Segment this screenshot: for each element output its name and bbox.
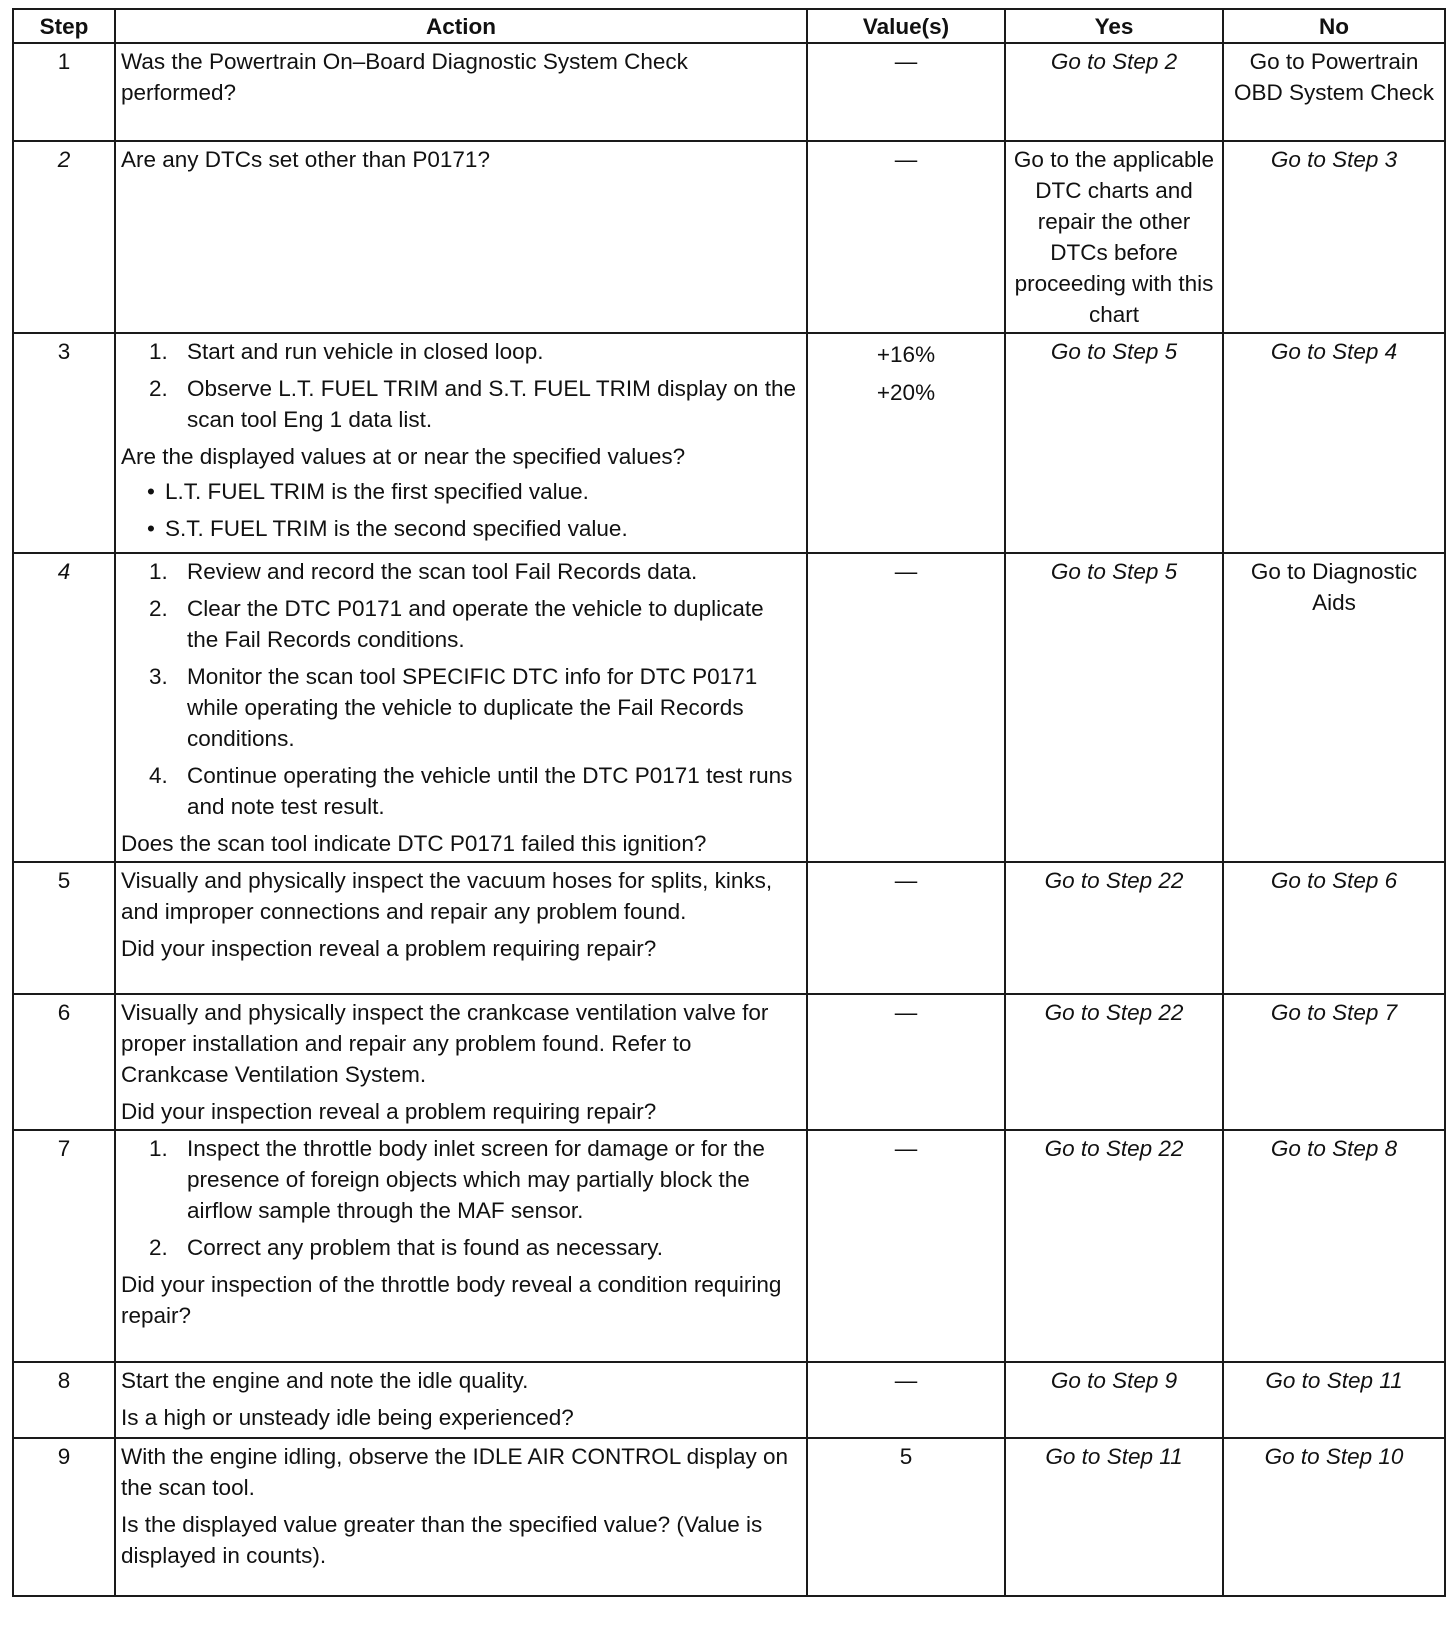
yes-goto: Go to Step 9 [1050,1368,1178,1393]
no-goto: Go to Step 8 [1270,1136,1398,1161]
action-question: Is a high or unsteady idle being experienced? [121,1405,574,1430]
action-question: Does the scan tool indicate DTC P0171 failed this ignition? [121,831,707,856]
no-goto: Go to Step 11 [1265,1368,1403,1393]
value-cell: — [807,1362,1005,1438]
yes-goto: Go to Step 22 [1044,1000,1184,1025]
action-bullet-list [121,476,801,544]
diagnostic-table-page [12,8,1444,1597]
list-item: • L.T. FUEL TRIM is the first specified value. [121,476,801,507]
value-cell: 5 [807,1438,1005,1596]
yes-goto: Go to Step 5 [1050,559,1178,584]
list-item: 2. Observe L.T. FUEL TRIM and S.T. FUEL TRIM display on the scan tool Eng 1 data list. [149,376,796,432]
header-action: Action [115,9,807,43]
list-item: 2. Clear the DTC P0171 and operate the vehicle to duplicate the Fail Records conditions. [149,596,764,652]
step-number: 5 [13,862,115,994]
action-step-text: Start and run vehicle in closed loop. [187,339,544,364]
table-row [13,1438,1445,1596]
yes-goto: Go to Step 11 [1045,1444,1183,1469]
action-cell [115,43,807,141]
action-step-text: Clear the DTC P0171 and operate the vehicle to duplicate the Fail Records conditions. [187,596,764,652]
no-cell [1223,862,1445,994]
list-item: 4. Continue operating the vehicle until the DTC P0171 test runs and note test result. [149,763,793,819]
value-cell: — [807,994,1005,1130]
value-item: +20% [876,380,936,405]
step-number: 1 [13,43,115,141]
action-step-text: Continue operating the vehicle until the DTC P0171 test runs and note test result. [187,763,793,819]
action-step-text: Monitor the scan tool SPECIFIC DTC info for DTC P0171 while operating the vehicle to duplicate the Fail Records conditions. [187,664,758,751]
step-number: 9 [13,1438,115,1596]
no-cell [1223,43,1445,141]
yes-cell [1005,141,1223,333]
value-item: +16% [876,342,936,367]
table-header-row [13,9,1445,43]
action-question: Did your inspection reveal a problem requiring repair? [121,936,657,961]
value-cell: — [807,1130,1005,1362]
action-text: Was the Powertrain On–Board Diagnostic System Check performed? [121,49,688,105]
table-row [13,1362,1445,1438]
list-item: 1. Review and record the scan tool Fail Records data. [149,559,698,584]
action-cell [115,1130,807,1362]
value-cell [807,333,1005,553]
action-step-list [121,336,801,435]
step-number: 7 [13,1130,115,1362]
table-row [13,333,1445,553]
no-cell [1223,333,1445,553]
header-yes: Yes [1005,9,1223,43]
table-row [13,994,1445,1130]
no-cell [1223,1362,1445,1438]
header-no: No [1223,9,1445,43]
no-goto: Go to Step 3 [1270,147,1398,172]
yes-goto: Go to Step 2 [1050,49,1178,74]
action-cell [115,141,807,333]
yes-cell [1005,333,1223,553]
list-item: 2. Correct any problem that is found as necessary. [149,1235,664,1260]
list-item: 3. Monitor the scan tool SPECIFIC DTC info for DTC P0171 while operating the vehicle to duplicate the Fail Records conditions. [149,664,758,751]
header-values: Value(s) [807,9,1005,43]
action-step-text: Observe L.T. FUEL TRIM and S.T. FUEL TRIM display on the scan tool Eng 1 data list. [187,376,796,432]
action-text: Visually and physically inspect the vacuum hoses for splits, kinks, and improper connections and repair any problem found. [121,868,773,924]
action-text: Are any DTCs set other than P0171? [121,147,490,172]
table-row [13,1130,1445,1362]
table-row [13,43,1445,141]
list-item: 1. Start and run vehicle in closed loop. [149,339,544,364]
table-row [13,141,1445,333]
action-cell [115,994,807,1130]
action-question: Did your inspection of the throttle body reveal a condition requiring repair? [121,1272,782,1328]
value-cell: — [807,43,1005,141]
action-text: Visually and physically inspect the crankcase ventilation valve for proper installation and repair any problem found. Refer to Crankcase Ventilation System. [121,1000,769,1087]
yes-cell [1005,553,1223,862]
list-item: • S.T. FUEL TRIM is the second specified value. [121,513,801,544]
action-text: Start the engine and note the idle quality. [121,1368,529,1393]
step-number: 4 [13,553,115,862]
action-step-text: Correct any problem that is found as necessary. [187,1235,664,1260]
header-step: Step [13,9,115,43]
value-cell: — [807,141,1005,333]
table-row [13,553,1445,862]
action-cell [115,553,807,862]
step-number: 6 [13,994,115,1130]
diagnostic-table [12,8,1446,1597]
step-number: 2 [13,141,115,333]
action-cell [115,1438,807,1596]
yes-cell [1005,994,1223,1130]
action-step-text: Review and record the scan tool Fail Records data. [187,559,698,584]
no-cell [1223,1438,1445,1596]
action-step-list [121,1133,801,1263]
table-row [13,862,1445,994]
action-cell [115,862,807,994]
action-question: Are the displayed values at or near the specified values? [121,444,686,469]
yes-goto: Go to Step 22 [1044,868,1184,893]
no-goto: Go to Step 6 [1270,868,1398,893]
yes-cell [1005,1130,1223,1362]
action-cell [115,1362,807,1438]
no-goto: Go to Step 10 [1264,1444,1404,1469]
no-goto: Go to Diagnostic Aids [1250,559,1418,615]
yes-goto: Go to the applicable DTC charts and repair the other DTCs before proceeding with this chart [1013,147,1215,327]
value-cell: — [807,553,1005,862]
action-cell [115,333,807,553]
no-goto: Go to Step 7 [1270,1000,1398,1025]
yes-goto: Go to Step 22 [1044,1136,1184,1161]
no-cell [1223,553,1445,862]
action-question: Did your inspection reveal a problem requiring repair? [121,1099,657,1124]
list-item: 1. Inspect the throttle body inlet screen for damage or for the presence of foreign objects which may partially block the airflow sample through the MAF sensor. [149,1136,765,1223]
yes-cell [1005,862,1223,994]
value-cell: — [807,862,1005,994]
action-text: With the engine idling, observe the IDLE AIR CONTROL display on the scan tool. [121,1444,788,1500]
step-number: 3 [13,333,115,553]
yes-goto: Go to Step 5 [1050,339,1178,364]
action-step-list [121,556,801,822]
step-number: 8 [13,1362,115,1438]
no-goto: Go to Powertrain OBD System Check [1233,49,1435,105]
no-cell [1223,994,1445,1130]
no-cell [1223,141,1445,333]
yes-cell [1005,1362,1223,1438]
action-question: Is the displayed value greater than the specified value? (Value is displayed in counts). [121,1512,763,1568]
no-cell [1223,1130,1445,1362]
no-goto: Go to Step 4 [1270,339,1398,364]
action-step-text: Inspect the throttle body inlet screen for damage or for the presence of foreign objects which may partially block the airflow sample through the MAF sensor. [187,1136,765,1223]
yes-cell [1005,43,1223,141]
yes-cell [1005,1438,1223,1596]
